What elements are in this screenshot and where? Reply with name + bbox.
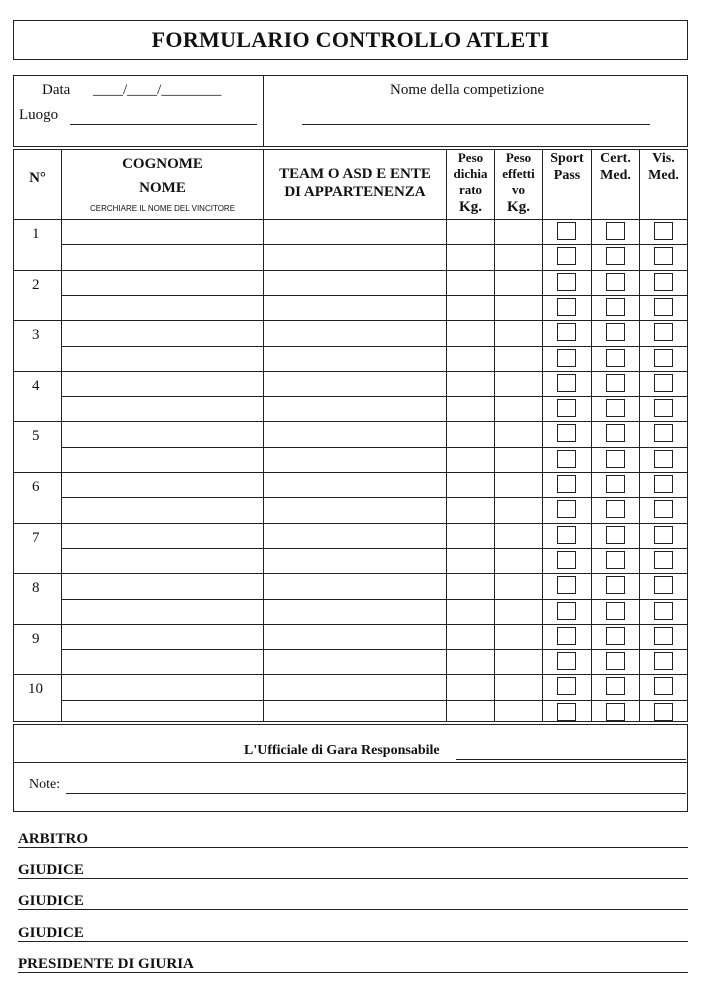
vis-med-checkbox[interactable] [654, 475, 673, 493]
header-number: N° [29, 170, 46, 186]
cert-med-checkbox[interactable] [606, 323, 625, 341]
cert-med-checkbox[interactable] [606, 652, 625, 670]
table-row-divider [13, 472, 688, 473]
sport-pass-checkbox[interactable] [557, 602, 576, 620]
sport-pass-checkbox[interactable] [557, 551, 576, 569]
table-row-divider [13, 674, 688, 675]
signature-label: GIUDICE [18, 893, 84, 909]
table-row-divider [13, 573, 688, 574]
row-number: 5 [32, 428, 40, 444]
vis-med-checkbox[interactable] [654, 349, 673, 367]
table-row-divider [13, 523, 688, 524]
table-row-divider [13, 421, 688, 422]
sport-pass-checkbox[interactable] [557, 424, 576, 442]
sport-pass-checkbox[interactable] [557, 247, 576, 265]
sport-pass-checkbox[interactable] [557, 399, 576, 417]
sport-pass-checkbox[interactable] [557, 677, 576, 695]
header-team-2: DI APPARTENENZA [284, 184, 426, 200]
header-peso-dich-3: rato [458, 182, 483, 197]
cert-med-checkbox[interactable] [606, 374, 625, 392]
row-number: 4 [32, 378, 40, 394]
row-number: 1 [32, 226, 40, 242]
signature-line[interactable] [18, 878, 688, 879]
vis-med-checkbox[interactable] [654, 450, 673, 468]
table-row-divider [61, 599, 688, 600]
form-title: FORMULARIO CONTROLLO ATLETI [13, 20, 688, 60]
sport-pass-checkbox[interactable] [557, 703, 576, 721]
header-peso-dich-4: Kg. [459, 199, 482, 215]
row-number: 8 [32, 580, 40, 596]
cert-med-checkbox[interactable] [606, 349, 625, 367]
note-field[interactable] [66, 793, 686, 794]
row-number: 9 [32, 631, 40, 647]
note-label: Note: [29, 777, 61, 792]
officer-box-divider [14, 762, 687, 763]
cert-med-checkbox[interactable] [606, 475, 625, 493]
header-peso-eff-2: effetti [502, 166, 535, 181]
table-column-divider [591, 149, 592, 722]
header-peso-eff-1: Peso [505, 150, 532, 165]
table-row-divider [61, 700, 688, 701]
cert-med-checkbox[interactable] [606, 576, 625, 594]
vis-med-checkbox[interactable] [654, 551, 673, 569]
athlete-table [13, 149, 688, 722]
cert-med-checkbox[interactable] [606, 500, 625, 518]
ufficiale-label: L'Ufficiale di Gara Responsabile [244, 743, 440, 758]
vis-med-checkbox[interactable] [654, 602, 673, 620]
vis-med-checkbox[interactable] [654, 677, 673, 695]
table-row-divider [61, 548, 688, 549]
header-peso-eff-4: Kg. [507, 199, 530, 215]
header-cerchiare: CERCHIARE IL NOME DEL VINCITORE [89, 204, 236, 213]
header-peso-dich-2: dichia [453, 166, 488, 181]
vis-med-checkbox[interactable] [654, 399, 673, 417]
sport-pass-checkbox[interactable] [557, 526, 576, 544]
header-cert-2: Med. [600, 168, 631, 183]
table-row-divider [61, 244, 688, 245]
table-row-divider [13, 320, 688, 321]
officer-box [13, 724, 688, 812]
table-column-divider [494, 149, 495, 722]
header-sport-2: Pass [553, 168, 581, 183]
signature-label: GIUDICE [18, 925, 84, 941]
cert-med-checkbox[interactable] [606, 424, 625, 442]
header-cognome: COGNOME [122, 156, 203, 172]
sport-pass-checkbox[interactable] [557, 273, 576, 291]
vis-med-checkbox[interactable] [654, 222, 673, 240]
vis-med-checkbox[interactable] [654, 374, 673, 392]
cert-med-checkbox[interactable] [606, 222, 625, 240]
signature-label: ARBITRO [18, 831, 89, 847]
table-row-divider [61, 295, 688, 296]
header-peso-eff-3: vo [512, 182, 525, 197]
sport-pass-checkbox[interactable] [557, 627, 576, 645]
vis-med-checkbox[interactable] [654, 576, 673, 594]
signature-label: GIUDICE [18, 862, 84, 878]
vis-med-checkbox[interactable] [654, 424, 673, 442]
signature-line[interactable] [18, 941, 688, 942]
row-number: 3 [32, 327, 40, 343]
sport-pass-checkbox[interactable] [557, 222, 576, 240]
header-team-1: TEAM O ASD E ENTE [279, 166, 431, 182]
vis-med-checkbox[interactable] [654, 652, 673, 670]
row-number: 10 [28, 681, 43, 697]
header-nome: NOME [139, 180, 186, 196]
vis-med-checkbox[interactable] [654, 500, 673, 518]
signature-line[interactable] [18, 847, 688, 848]
sport-pass-checkbox[interactable] [557, 475, 576, 493]
info-divider [263, 75, 264, 147]
cert-med-checkbox[interactable] [606, 450, 625, 468]
signature-line[interactable] [18, 909, 688, 910]
header-sport-1: Sport [550, 151, 584, 166]
table-column-divider [446, 149, 447, 722]
table-column-divider [61, 149, 62, 722]
table-column-divider [542, 149, 543, 722]
vis-med-checkbox[interactable] [654, 247, 673, 265]
table-column-divider [639, 149, 640, 722]
sport-pass-checkbox[interactable] [557, 450, 576, 468]
signature-label: PRESIDENTE DI GIURIA [18, 956, 194, 972]
table-header-divider [13, 219, 688, 220]
luogo-field[interactable] [70, 124, 257, 125]
row-number: 2 [32, 277, 40, 293]
sport-pass-checkbox[interactable] [557, 349, 576, 367]
header-vis-2: Med. [648, 168, 679, 183]
competizione-field[interactable] [302, 124, 650, 125]
cert-med-checkbox[interactable] [606, 298, 625, 316]
vis-med-checkbox[interactable] [654, 273, 673, 291]
table-row-divider [13, 624, 688, 625]
row-number: 7 [32, 530, 40, 546]
header-peso-dich-1: Peso [457, 150, 484, 165]
data-field[interactable]: ____/____/________ [93, 82, 222, 98]
vis-med-checkbox[interactable] [654, 627, 673, 645]
cert-med-checkbox[interactable] [606, 551, 625, 569]
signature-line[interactable] [18, 972, 688, 973]
table-row-divider [61, 497, 688, 498]
vis-med-checkbox[interactable] [654, 526, 673, 544]
table-row-divider [13, 371, 688, 372]
sport-pass-checkbox[interactable] [557, 500, 576, 518]
sport-pass-checkbox[interactable] [557, 298, 576, 316]
table-row-divider [13, 270, 688, 271]
sport-pass-checkbox[interactable] [557, 652, 576, 670]
cert-med-checkbox[interactable] [606, 399, 625, 417]
cert-med-checkbox[interactable] [606, 247, 625, 265]
luogo-label: Luogo [19, 107, 59, 123]
cert-med-checkbox[interactable] [606, 273, 625, 291]
cert-med-checkbox[interactable] [606, 526, 625, 544]
header-vis-1: Vis. [652, 151, 675, 166]
header-cert-1: Cert. [600, 151, 631, 166]
ufficiale-field[interactable] [456, 759, 686, 760]
table-row-divider [61, 447, 688, 448]
vis-med-checkbox[interactable] [654, 298, 673, 316]
table-row-divider [61, 346, 688, 347]
cert-med-checkbox[interactable] [606, 677, 625, 695]
table-column-divider [263, 149, 264, 722]
sport-pass-checkbox[interactable] [557, 374, 576, 392]
table-row-divider [61, 396, 688, 397]
cert-med-checkbox[interactable] [606, 602, 625, 620]
row-number: 6 [32, 479, 40, 495]
cert-med-checkbox[interactable] [606, 627, 625, 645]
data-label: Data [42, 82, 71, 98]
sport-pass-checkbox[interactable] [557, 576, 576, 594]
vis-med-checkbox[interactable] [654, 703, 673, 721]
vis-med-checkbox[interactable] [654, 323, 673, 341]
sport-pass-checkbox[interactable] [557, 323, 576, 341]
table-row-divider [61, 649, 688, 650]
competizione-label: Nome della competizione [390, 82, 545, 98]
cert-med-checkbox[interactable] [606, 703, 625, 721]
